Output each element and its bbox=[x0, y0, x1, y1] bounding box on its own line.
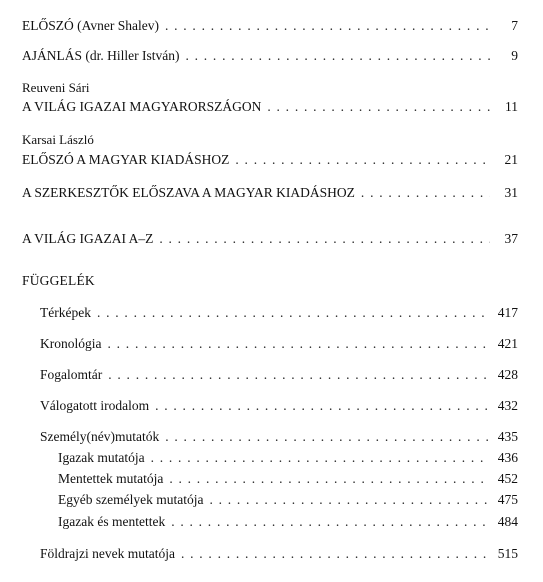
leader-dots bbox=[151, 449, 490, 467]
toc-entry-title: Egyéb személyek mutatója bbox=[58, 492, 204, 507]
toc-entry-page: 9 bbox=[511, 48, 518, 63]
leader-dots bbox=[235, 151, 490, 169]
leader-dots bbox=[108, 335, 491, 353]
toc-entry-page: 11 bbox=[505, 99, 518, 114]
toc-entry-title: ELŐSZÓ A MAGYAR KIADÁSHOZ bbox=[22, 152, 230, 167]
toc-entry-geographic-index bbox=[40, 545, 518, 563]
toc-entry-page: 515 bbox=[497, 546, 518, 561]
leader-dots bbox=[165, 428, 490, 446]
toc-entry-title: A VILÁG IGAZAI A–Z bbox=[22, 231, 154, 246]
toc-entry-page: 435 bbox=[497, 429, 518, 444]
toc-entry-title: Személy(név)mutatók bbox=[40, 429, 160, 444]
leader-dots bbox=[209, 491, 490, 509]
toc-entry-title: Igazak és mentettek bbox=[58, 514, 166, 529]
toc-entry-glossary bbox=[40, 366, 518, 384]
toc-entry-bibliography bbox=[40, 397, 518, 415]
toc-entry-title: ELŐSZÓ (Avner Shalev) bbox=[22, 18, 159, 33]
toc-entry-page: 428 bbox=[497, 367, 518, 382]
toc-entry-foreword bbox=[22, 17, 518, 35]
leader-dots bbox=[181, 545, 490, 563]
toc-entry-chronology bbox=[40, 335, 518, 353]
toc-entry-title: Földrajzi nevek mutatója bbox=[40, 546, 175, 561]
toc-entry-title: Mentettek mutatója bbox=[58, 471, 164, 486]
leader-dots bbox=[171, 513, 490, 531]
toc-entry-title: Fogalomtár bbox=[40, 367, 103, 382]
toc-entry-page: 484 bbox=[497, 514, 518, 529]
leader-dots bbox=[169, 470, 490, 488]
toc-entry-righteous-in-hungary bbox=[22, 98, 518, 116]
toc-entry-page: 436 bbox=[497, 450, 518, 465]
toc-subentry-righteous-and-rescued bbox=[58, 513, 518, 531]
leader-dots bbox=[108, 366, 490, 384]
toc-entry-page: 417 bbox=[497, 305, 518, 320]
toc-entry-hungarian-foreword bbox=[22, 151, 518, 169]
leader-dots bbox=[159, 230, 490, 248]
toc-entry-title: AJÁNLÁS (dr. Hiller István) bbox=[22, 48, 180, 63]
toc-entry-editors-foreword bbox=[22, 184, 518, 202]
leader-dots bbox=[361, 184, 490, 202]
toc-entry-person-indexes bbox=[40, 428, 518, 446]
toc-entry-page: 37 bbox=[504, 231, 518, 246]
toc-subentry-righteous-index bbox=[58, 449, 518, 467]
leader-dots bbox=[155, 397, 490, 415]
toc-subentry-rescued-index bbox=[58, 470, 518, 488]
toc-entry-page: 7 bbox=[511, 18, 518, 33]
toc-subentry-other-persons-index bbox=[58, 491, 518, 509]
toc-entry-righteous-a-z bbox=[22, 230, 518, 248]
leader-dots bbox=[165, 17, 490, 35]
leader-dots bbox=[97, 304, 490, 322]
toc-entry-page: 21 bbox=[504, 152, 518, 167]
toc-entry-title: Válogatott irodalom bbox=[40, 398, 150, 413]
toc-entry-author: Reuveni Sári bbox=[22, 80, 90, 95]
toc-entry-title: Igazak mutatója bbox=[58, 450, 145, 465]
toc-entry-author: Karsai László bbox=[22, 132, 94, 147]
toc-entry-page: 475 bbox=[497, 492, 518, 507]
toc-entry-page: 432 bbox=[497, 398, 518, 413]
toc-entry-title: Térképek bbox=[40, 305, 91, 320]
toc-entry-title: A VILÁG IGAZAI MAGYARORSZÁGON bbox=[22, 99, 262, 114]
toc-entry-page: 452 bbox=[497, 471, 518, 486]
appendix-heading: FÜGGELÉK bbox=[22, 273, 95, 288]
toc-entry-page: 421 bbox=[497, 336, 518, 351]
toc-entry-title: A SZERKESZTŐK ELŐSZAVA A MAGYAR KIADÁSHOZ bbox=[22, 185, 355, 200]
leader-dots bbox=[267, 98, 490, 116]
toc-entry-maps bbox=[40, 304, 518, 322]
leader-dots bbox=[185, 47, 490, 65]
toc-entry-page: 31 bbox=[504, 185, 518, 200]
toc-entry-title: Kronológia bbox=[40, 336, 102, 351]
toc-entry-dedication bbox=[22, 47, 518, 65]
